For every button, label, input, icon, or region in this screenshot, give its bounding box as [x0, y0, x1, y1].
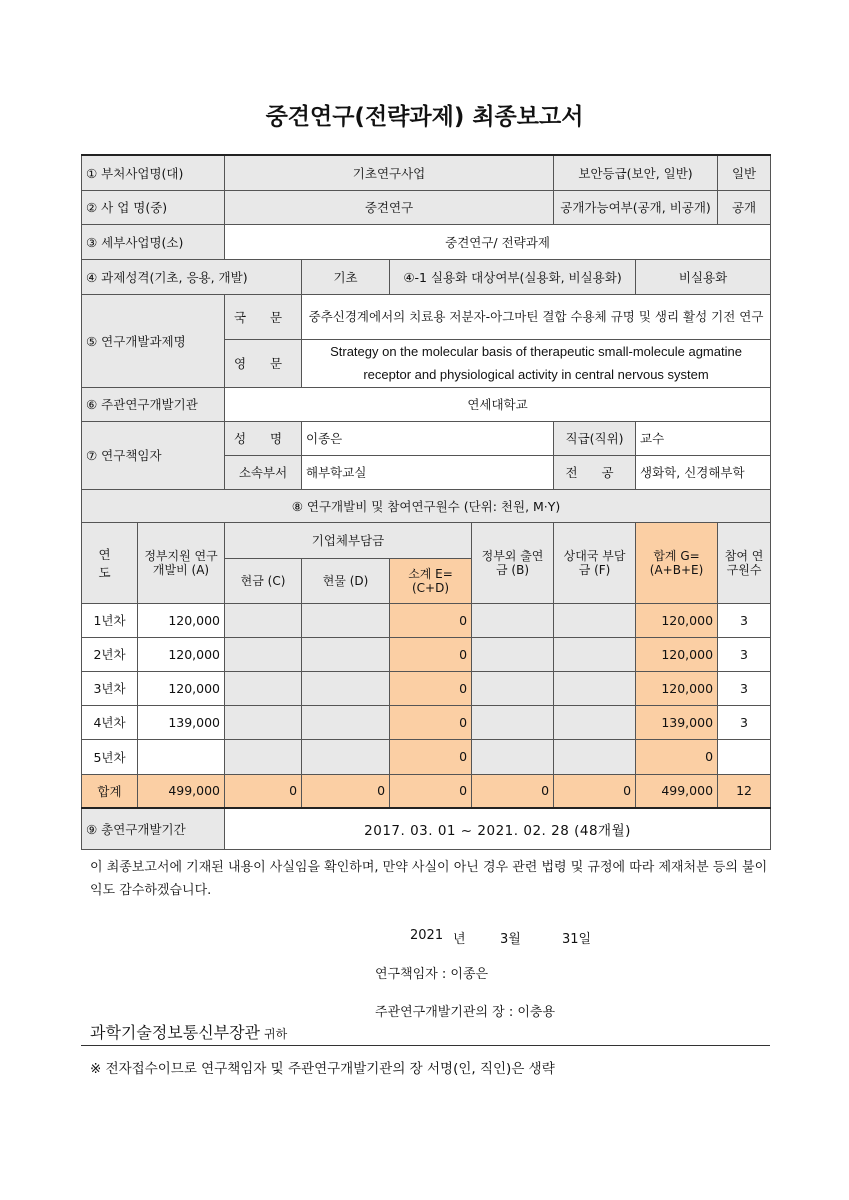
- nongov-cell: [472, 671, 554, 705]
- row-ministry-program: [82, 155, 771, 190]
- nongov-cell: [472, 637, 554, 671]
- partner-cell: [554, 705, 636, 739]
- subtotal-header: 소계 E=(C+D): [390, 558, 472, 603]
- year-cell: 1년차: [82, 603, 138, 637]
- partner-cell: [554, 637, 636, 671]
- partner-cell: [554, 671, 636, 705]
- researchers-cell: 3: [718, 705, 771, 739]
- divider: [81, 1045, 770, 1046]
- research-title-label: ⑤ 연구개발과제명: [82, 294, 225, 387]
- pi-name-value: 이종은: [302, 421, 554, 455]
- gov-cell: 120,000: [138, 603, 225, 637]
- host-institution-value: 연세대학교: [225, 387, 771, 421]
- budget-section-title: ⑧ 연구개발비 및 참여연구원수 (단위: 천원, M·Y): [82, 489, 771, 522]
- budget-row: [82, 603, 771, 637]
- program-name-value: 중견연구: [225, 190, 554, 224]
- sum-nongov-cell: 0: [472, 774, 554, 808]
- host-institution-label: ⑥ 주관연구개발기관: [82, 387, 225, 421]
- date-year-unit: 년: [453, 932, 466, 947]
- subtotal-cell: 0: [390, 637, 472, 671]
- date-month: 3월: [500, 932, 521, 947]
- partner-cell: [554, 739, 636, 774]
- cash-cell: [225, 671, 302, 705]
- report-table: [81, 154, 771, 850]
- sub-program-label: ③ 세부사업명(소): [82, 224, 225, 259]
- pi-name-label: 성 명: [225, 421, 302, 455]
- total-cell: 120,000: [636, 637, 718, 671]
- english-title-label: 영 문: [225, 339, 302, 387]
- period-label: ⑨ 총연구개발기간: [82, 808, 225, 849]
- nongov-cell: [472, 603, 554, 637]
- cash-header: 현금 (C): [225, 558, 302, 603]
- cash-cell: [225, 603, 302, 637]
- pi-major-label: 전 공: [554, 455, 636, 489]
- partner-cell: [554, 603, 636, 637]
- pi-position-label: 직급(직위): [554, 421, 636, 455]
- confirmation-statement: 이 최종보고서에 기재된 내용이 사실임을 확인하며, 만약 사실이 아닌 경우 관련 법령 및 규정에 따라 제재처분 등의 불이익도 감수하겠습니다.: [90, 860, 768, 898]
- period-value: 2017. 03. 01 ~ 2021. 02. 28 (48개월): [225, 808, 771, 849]
- nongov-header: 정부외 출연금 (B): [472, 522, 554, 603]
- gov-cell: [138, 739, 225, 774]
- recipient: [90, 1020, 287, 1043]
- commercialization-value: 비실용화: [636, 259, 771, 294]
- disclosure-value: 공개: [718, 190, 771, 224]
- row-budget-title: [82, 489, 771, 522]
- korean-title-value: 중추신경계에서의 치료용 저분자-아그마틴 결합 수용체 규명 및 생리 활성 기전 연구: [302, 294, 771, 339]
- disclosure-label: 공개가능여부(공개, 비공개): [554, 190, 718, 224]
- in-kind-header: 현물 (D): [302, 558, 390, 603]
- pi-position-value: 교수: [636, 421, 771, 455]
- total-cell: 120,000: [636, 603, 718, 637]
- cash-cell: [225, 739, 302, 774]
- in-kind-cell: [302, 739, 390, 774]
- sub-program-value: 중견연구/ 전략과제: [225, 224, 771, 259]
- recipient-suffix: 귀하: [264, 1027, 288, 1041]
- budget-sum-row: [82, 774, 771, 808]
- nongov-cell: [472, 705, 554, 739]
- gov-cell: 120,000: [138, 637, 225, 671]
- in-kind-cell: [302, 603, 390, 637]
- in-kind-cell: [302, 705, 390, 739]
- researchers-cell: 3: [718, 671, 771, 705]
- subtotal-cell: 0: [390, 603, 472, 637]
- total-cell: 120,000: [636, 671, 718, 705]
- korean-title-label: 국 문: [225, 294, 302, 339]
- subtotal-cell: 0: [390, 705, 472, 739]
- sum-in-kind-cell: 0: [302, 774, 390, 808]
- task-nature-value: 기초: [302, 259, 390, 294]
- row-task-nature: [82, 259, 771, 294]
- sum-cash-cell: 0: [225, 774, 302, 808]
- commercialization-label: ④-1 실용화 대상여부(실용화, 비실용화): [390, 259, 636, 294]
- budget-row: [82, 637, 771, 671]
- row-period: [82, 808, 771, 849]
- corp-share-header: 기업체부담금: [225, 522, 472, 558]
- row-pi-name: [82, 421, 771, 455]
- in-kind-cell: [302, 671, 390, 705]
- row-budget-header-1: [82, 522, 771, 558]
- cash-cell: [225, 705, 302, 739]
- cash-cell: [225, 637, 302, 671]
- gov-cell: 139,000: [138, 705, 225, 739]
- total-cell: 0: [636, 739, 718, 774]
- year-cell: 2년차: [82, 637, 138, 671]
- researchers-cell: 3: [718, 603, 771, 637]
- document-title: 중견연구(전략과제) 최종보고서: [265, 104, 584, 130]
- recipient-name: 과학기술정보통신부장관: [90, 1023, 261, 1042]
- subtotal-cell: 0: [390, 739, 472, 774]
- row-program-name: [82, 190, 771, 224]
- budget-row: [82, 705, 771, 739]
- ministry-program-label: ① 부처사업명(대): [82, 155, 225, 190]
- researchers-header: 참여 연구원수: [718, 522, 771, 603]
- row-sub-program: [82, 224, 771, 259]
- english-title-value: Strategy on the molecular basis of therapeutic small-molecule agmatine receptor and physiological activity in central nervous system: [302, 339, 771, 387]
- footnote: ※ 전자접수이므로 연구책임자 및 주관연구개발기관의 장 서명(인, 직인)은 생략: [90, 1061, 555, 1077]
- total-cell: 139,000: [636, 705, 718, 739]
- in-kind-cell: [302, 637, 390, 671]
- security-level-value: 일반: [718, 155, 771, 190]
- pi-label: ⑦ 연구책임자: [82, 421, 225, 489]
- date-year: 2021: [410, 928, 444, 943]
- date-day: 31일: [562, 932, 592, 947]
- pi-dept-label: 소속부서: [225, 455, 302, 489]
- researchers-cell: [718, 739, 771, 774]
- sum-researchers-cell: 12: [718, 774, 771, 808]
- program-name-label: ② 사 업 명(중): [82, 190, 225, 224]
- task-nature-label: ④ 과제성격(기초, 응용, 개발): [82, 259, 302, 294]
- sum-total-cell: 499,000: [636, 774, 718, 808]
- row-title-korean: [82, 294, 771, 339]
- pi-signature: 연구책임자 : 이종은: [375, 967, 489, 982]
- security-level-label: 보안등급(보안, 일반): [554, 155, 718, 190]
- gov-cell: 120,000: [138, 671, 225, 705]
- pi-major-value: 생화학, 신경해부학: [636, 455, 771, 489]
- sum-gov-cell: 499,000: [138, 774, 225, 808]
- sum-partner-cell: 0: [554, 774, 636, 808]
- gov-funding-header: 정부지원 연구개발비 (A): [138, 522, 225, 603]
- nongov-cell: [472, 739, 554, 774]
- year-cell: 4년차: [82, 705, 138, 739]
- sum-label-cell: 합계: [82, 774, 138, 808]
- row-host-institution: [82, 387, 771, 421]
- year-header: 연 도: [82, 522, 138, 603]
- total-header: 합계 G=(A+B+E): [636, 522, 718, 603]
- sum-subtotal-cell: 0: [390, 774, 472, 808]
- pi-dept-value: 해부학교실: [302, 455, 554, 489]
- partner-share-header: 상대국 부담금 (F): [554, 522, 636, 603]
- budget-row: [82, 671, 771, 705]
- subtotal-cell: 0: [390, 671, 472, 705]
- head-signature: 주관연구개발기관의 장 : 이충용: [375, 1005, 556, 1020]
- year-cell: 5년차: [82, 739, 138, 774]
- ministry-program-value: 기초연구사업: [225, 155, 554, 190]
- researchers-cell: 3: [718, 637, 771, 671]
- year-cell: 3년차: [82, 671, 138, 705]
- budget-row: [82, 739, 771, 774]
